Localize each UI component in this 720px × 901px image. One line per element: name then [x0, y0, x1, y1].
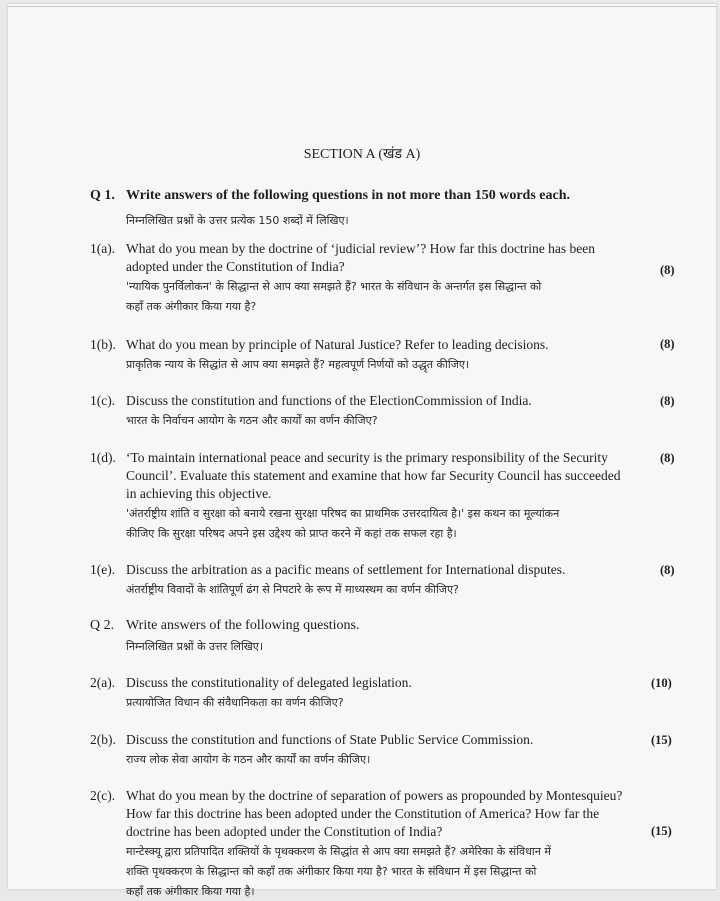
question-text-line: What do you mean by principle of Natural Justice? Refer to leading decisions.	[126, 337, 549, 352]
q2-number: Q 2.	[90, 618, 115, 633]
marks-1c: (8)	[660, 394, 675, 408]
question-1b	[90, 336, 680, 374]
question-1a	[90, 240, 680, 316]
question-number: 1(c).	[90, 393, 116, 408]
question-hindi-line: कीजिए कि सुरक्षा परिषद अपने इस उद्देश्य को प्राप्त करने में कहां तक सफल रहा है।	[126, 527, 457, 540]
question-text-line: adopted under the Constitution of India?	[126, 259, 345, 274]
question-hindi-line: शक्ति पृथक्करण के सिद्धान्त को कहाँ तक अंगीकार किया गया है? भारत के संविधान में इस सिद्धान्त को	[126, 865, 537, 878]
question-number: 2(c).	[90, 788, 116, 803]
question-1d	[90, 449, 680, 543]
question-hindi-line: अंतर्राष्ट्रीय विवादों के शांतिपूर्ण ढंग से निपटारे के रूप में माध्यस्थम का वर्णन कीजिए?	[126, 583, 459, 596]
q1-instruction-hindi: निम्नलिखित प्रश्नों के उत्तर प्रत्येक 150 शब्दों में लिखिए।	[126, 214, 349, 227]
question-hindi-line: कहाँ तक अंगीकार किया गया है।	[126, 885, 255, 898]
question-text-line: Discuss the constitution and functions of State Public Service Commission.	[126, 732, 534, 747]
question-hindi-line: राज्य लोक सेवा आयोग के गठन और कार्यों का वर्णन कीजिए।	[126, 753, 371, 766]
question-text-line: Discuss the constitution and functions of the ElectionCommission of India.	[126, 393, 532, 408]
question-hindi-line: 'अंतर्राष्ट्रीय शांति व सुरक्षा को बनाये रखना सुरक्षा परिषद का प्राथमिक उत्तरदायित्व है।' इस कथन का मूल्यांकन	[126, 507, 560, 520]
q2-instruction: Write answers of the following questions.	[126, 618, 360, 633]
question-1e	[90, 561, 680, 599]
question-hindi-line: कहाँ तक अंगीकार किया गया है?	[126, 300, 257, 313]
question-hindi-line: प्राकृतिक न्याय के सिद्धांत से आप क्या समझते हैं? महत्वपूर्ण निर्णयों को उद्धृत कीजिए।	[126, 358, 470, 371]
marks-2b: (15)	[651, 733, 672, 747]
question-text-line: How far this doctrine has been adopted under the Constitution of America? How far the	[126, 806, 600, 821]
question-hindi-line: मान्टेस्क्यू द्वारा प्रतिपादित शक्तियों के पृथक्करण के सिद्धांत से आप क्या समझते हैं? अमेरिका के संविधान में	[126, 845, 551, 858]
question-number: 1(b).	[90, 337, 116, 352]
q2-instruction-hindi: निम्नलिखित प्रश्नों के उत्तर लिखिए।	[126, 640, 264, 653]
question-2c	[90, 787, 680, 901]
question-text-line: What do you mean by the doctrine of separation of powers as propounded by Montesquieu?	[126, 788, 623, 803]
section-title: SECTION A (खंड A)	[303, 147, 421, 162]
question-number: 1(d).	[90, 450, 116, 465]
question-hindi-line: भारत के निर्वाचन आयोग के गठन और कार्यों का वर्णन कीजिए?	[126, 414, 378, 427]
marks-1a: (8)	[660, 263, 675, 277]
question-text-line: in achieving this objective.	[126, 486, 272, 501]
question-text-line: Discuss the constitutionality of delegated legislation.	[126, 675, 412, 690]
question-number: 2(a).	[90, 675, 116, 690]
exam-page	[8, 4, 716, 898]
question-text-line: What do you mean by the doctrine of ‘judicial review’? How far this doctrine has been	[126, 241, 595, 256]
q1-number: Q 1.	[90, 188, 115, 203]
question-text-line: Council’. Evaluate this statement and examine that how far Security Council has succeeded	[126, 468, 621, 483]
question-text-line: Discuss the arbitration as a pacific means of settlement for International disputes.	[126, 562, 566, 577]
question-hindi-line: प्रत्यायोजित विधान की संवैधानिकता का वर्णन कीजिए?	[126, 696, 344, 709]
question-2b	[90, 731, 680, 769]
question-number: 1(e).	[90, 562, 116, 577]
question-2a	[90, 674, 680, 712]
marks-1b: (8)	[660, 337, 675, 351]
marks-2a: (10)	[651, 676, 672, 690]
question-1c	[90, 392, 680, 430]
marks-1e: (8)	[660, 563, 675, 577]
question-text-line: doctrine has been adopted under the Constitution of India?	[126, 824, 443, 839]
page-top-edge	[8, 6, 716, 7]
question-number: 2(b).	[90, 732, 116, 747]
question-hindi-line: 'न्यायिक पुनर्विलोकन' के सिद्धान्त से आप क्या समझते हैं? भारत के संविधान के अन्तर्गत इस सिद्धान्त को	[126, 280, 542, 293]
question-text-line: ‘To maintain international peace and security is the primary responsibility of the Security	[126, 450, 608, 465]
marks-2c: (15)	[651, 824, 672, 838]
q2-heading	[90, 618, 360, 634]
q1-heading	[90, 188, 570, 204]
marks-1d: (8)	[660, 451, 675, 465]
q1-instruction: Write answers of the following questions in not more than 150 words each.	[126, 188, 570, 203]
question-number: 1(a).	[90, 241, 116, 256]
